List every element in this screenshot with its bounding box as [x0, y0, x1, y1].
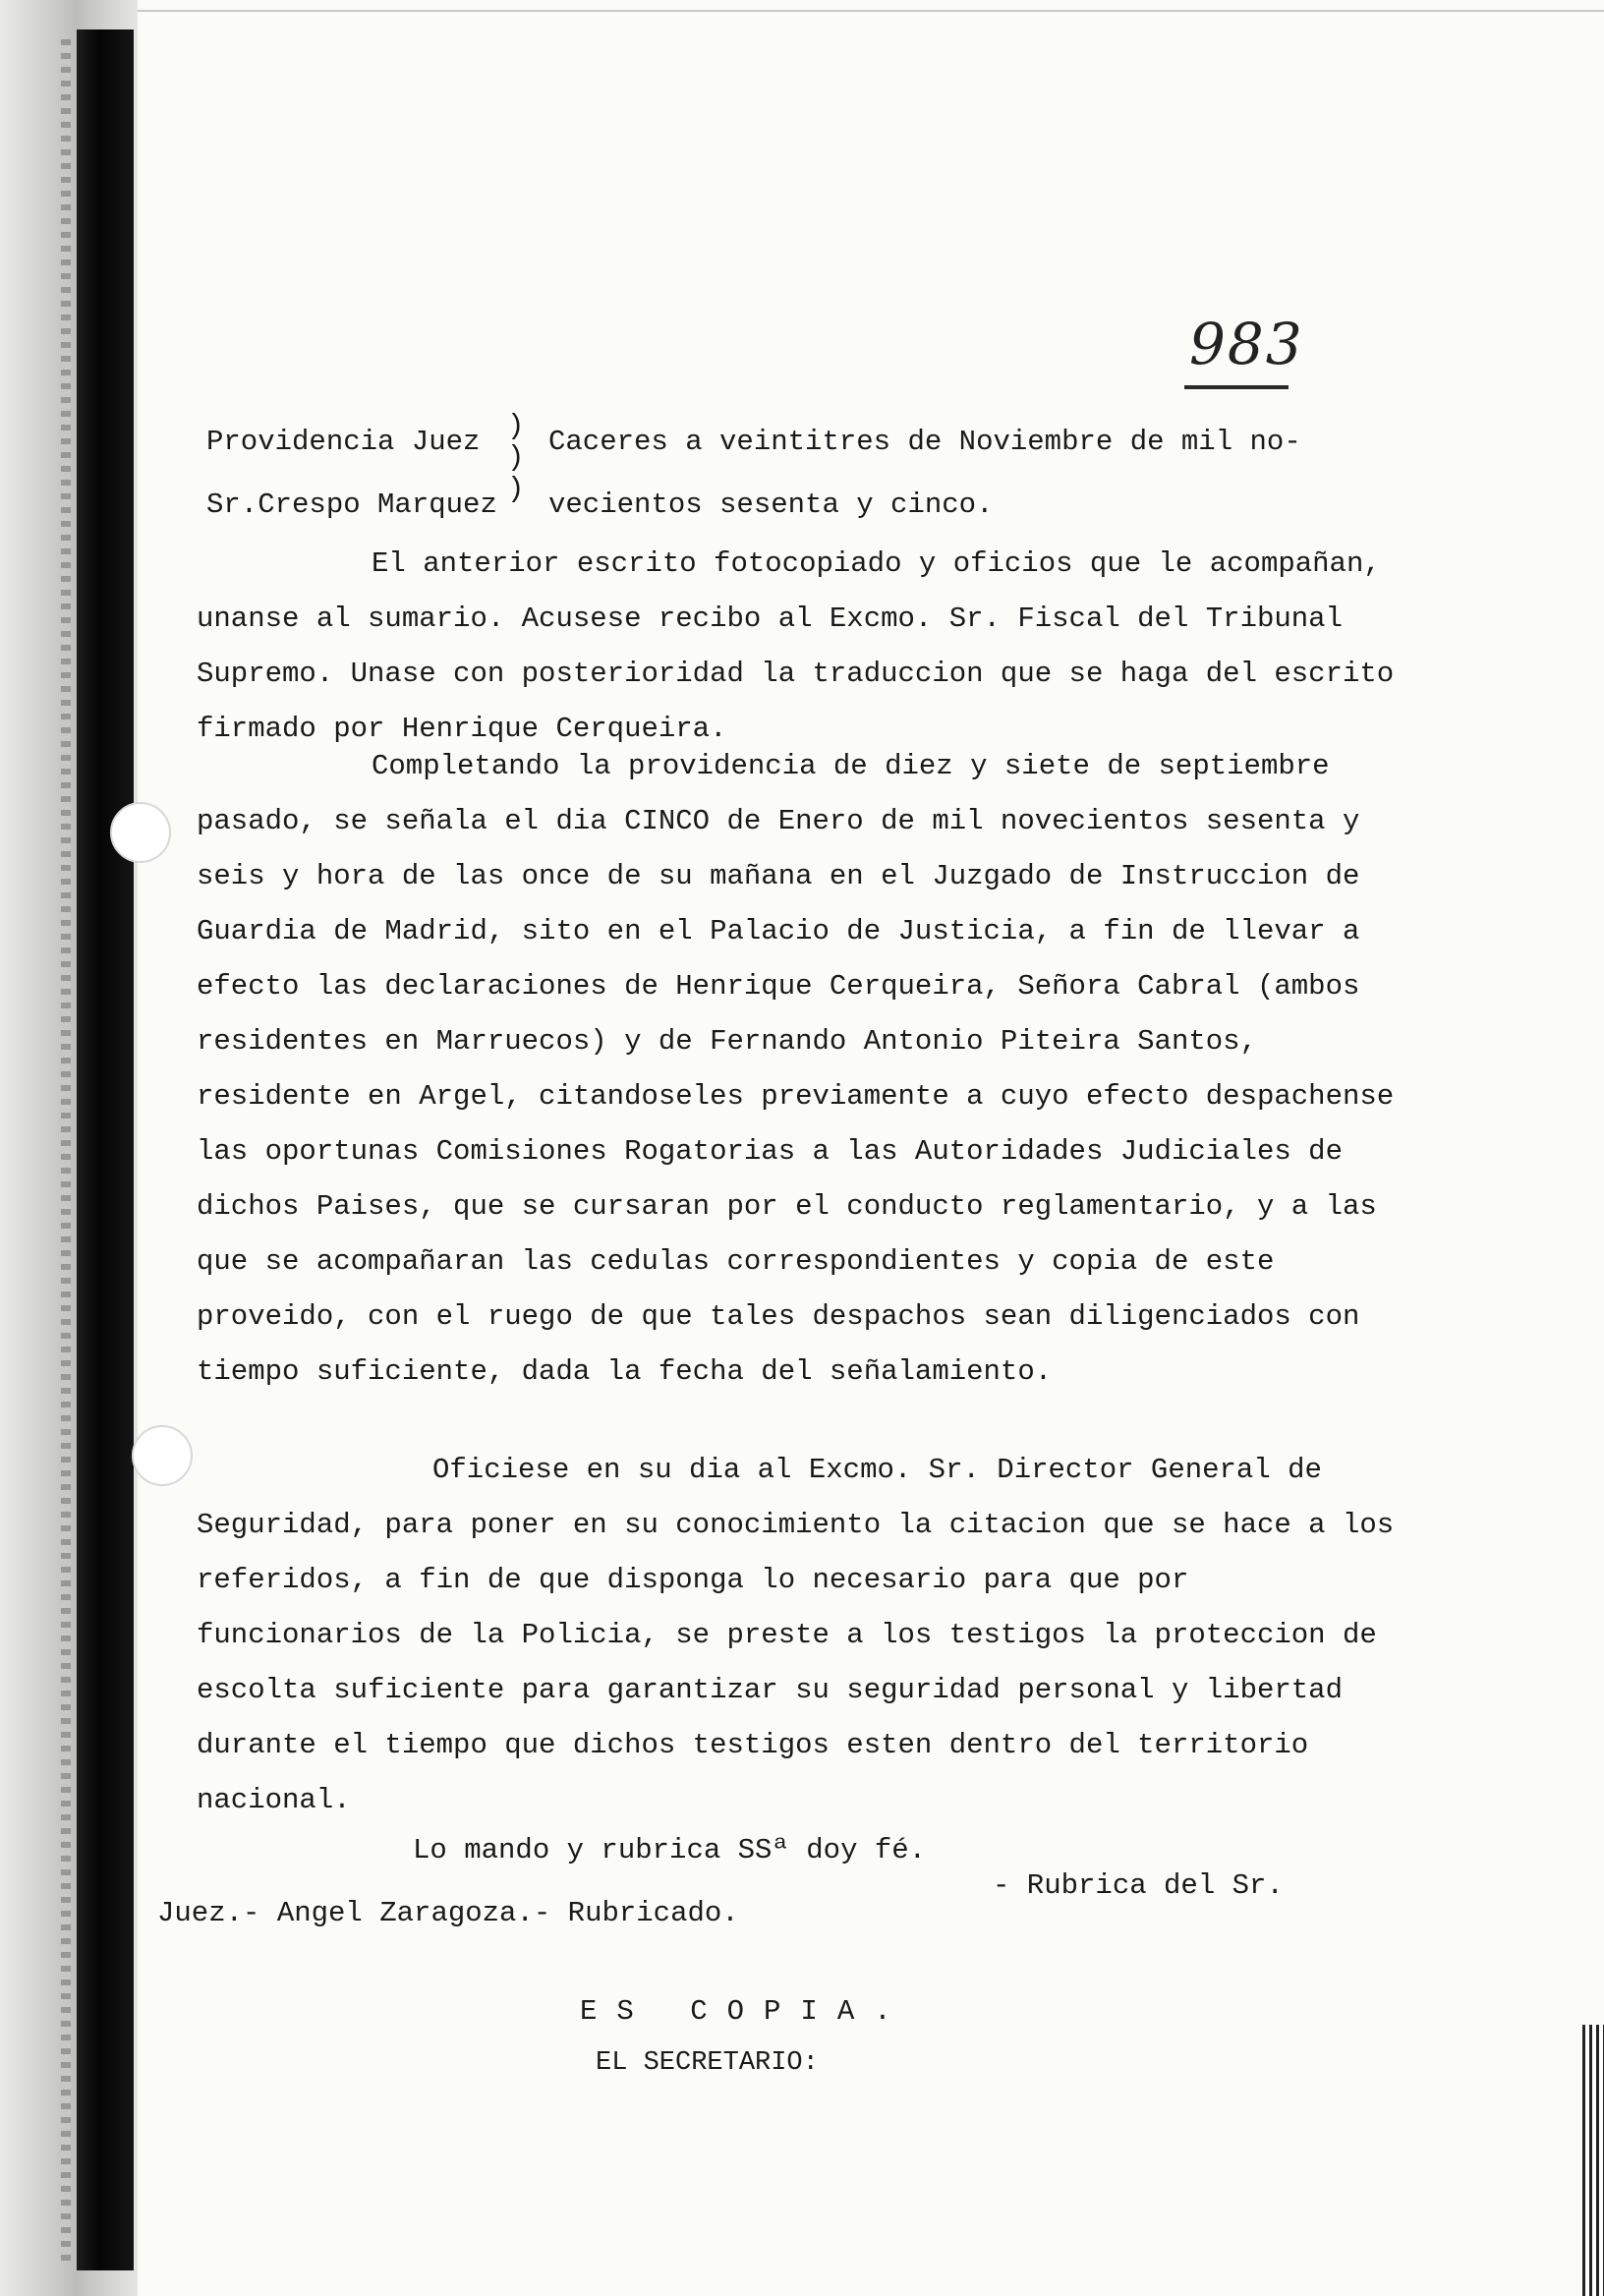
heading-left-line2: Sr.Crespo Marquez [206, 488, 497, 521]
heading-paren-1: ) [507, 410, 525, 442]
folio-underline [1184, 385, 1289, 389]
top-edge-rule [0, 10, 1604, 12]
binding-shadow [77, 29, 134, 2270]
paragraph-3: Oficiese en su dia al Excmo. Sr. Director General de Seguridad, para poner en su conocimiento la citacion que se hace a los referidos, a fin de que disponga lo necesario para que por funcionarios de la Policia, se preste a los testigos la proteccion de escolta suficiente para garantizar su seguridad personal y libertad durante el tiempo que dichos testigos esten dentro del territorio nacional. [197, 1454, 1395, 1816]
heading-left-line1: Providencia Juez [206, 426, 481, 458]
folio-number: 983 [1189, 311, 1304, 377]
closing-line: Lo mando y rubrica SSª doy fé. [413, 1834, 927, 1866]
es-copia-stamp: ES COPIA. [580, 1995, 911, 2028]
punch-hole-upper [110, 802, 171, 863]
heading-parentheses [507, 411, 524, 505]
heading-left [206, 411, 497, 537]
binding-edge-texture [61, 39, 71, 2261]
heading-right-line2: vecientos sesenta y cinco. [548, 488, 994, 521]
punch-hole-lower [132, 1425, 193, 1486]
closing-signature-line: Juez.- Angel Zaragoza.- Rubricado. [157, 1897, 739, 1929]
closing-rubrica: - Rubrica del Sr. [993, 1869, 1284, 1902]
page-edge-stack [1582, 2025, 1604, 2296]
heading-paren-2: ) [507, 441, 525, 474]
heading-right-line1: Caceres a veintitres de Noviembre de mil no- [548, 426, 1301, 458]
paragraph-2: Completando la providencia de diez y siete de septiembre pasado, se señala el dia CINCO de Enero de mil novecientos sesenta y seis y hora de las once de su mañana en el Juzgado de Instruccion de Guardia de Madrid, sito en el Palacio de Justicia, a fin de llevar a efecto las declaraciones de Henrique Cerqueira, Señora Cabral (ambos residentes en Marruecos) y de Fernando Antonio Piteira Santos, residente en Argel, citandoseles previamente a cuyo efecto despachense las oportunas Comisiones Rogatorias a las Autoridades Judiciales de dichos Paises, que se cursaran por el conducto reglamentario, y a las que se acompañaran las cedulas correspondientes y copia de este proveido, con el ruego de que tales despachos sean diligenciados con tiempo suficiente, dada la fecha del señalamiento. [197, 750, 1395, 1388]
paragraph-1: El anterior escrito fotocopiado y oficios que le acompañan, unanse al sumario. Acusese recibo al Excmo. Sr. Fiscal del Tribunal Supremo. Unase con posterioridad la traduccion que se haga del escrito firmado por Henrique Cerqueira. [197, 547, 1395, 745]
heading-paren-3: ) [507, 473, 525, 505]
binding-margin [0, 0, 138, 2296]
secretario-label: EL SECRETARIO: [596, 2048, 819, 2078]
heading-right [548, 411, 1394, 537]
